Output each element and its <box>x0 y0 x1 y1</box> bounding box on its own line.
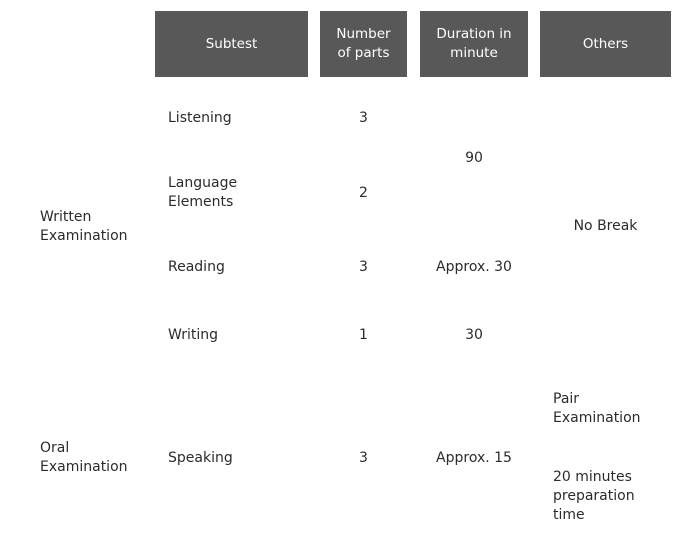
header-duration <box>420 11 528 77</box>
header-parts-line1: Number <box>336 26 391 42</box>
header-subtest <box>155 11 308 77</box>
header-subtest-label: Subtest <box>205 35 258 52</box>
subtest-language-line1: Language <box>168 175 238 191</box>
section-oral-line1: Oral <box>40 440 70 456</box>
subtest-speaking: Speaking <box>168 450 233 466</box>
subtest-listening: Listening <box>168 110 232 126</box>
duration-listening-language: 90 <box>465 150 483 166</box>
parts-reading: 3 <box>359 259 368 275</box>
header-others-label: Others <box>582 35 629 52</box>
duration-speaking: Approx. 15 <box>436 450 512 466</box>
section-written <box>40 208 128 246</box>
others-oral-pair <box>553 390 641 428</box>
others-oral-pair-line2: Examination <box>553 410 641 426</box>
parts-listening: 3 <box>359 110 368 126</box>
section-oral <box>40 439 128 477</box>
duration-reading: Approx. 30 <box>436 259 512 275</box>
parts-speaking: 3 <box>359 450 368 466</box>
section-oral-line2: Examination <box>40 459 128 475</box>
subtest-reading: Reading <box>168 259 225 275</box>
others-oral-pair-line1: Pair <box>553 391 580 407</box>
header-others <box>540 11 671 77</box>
section-written-line2: Examination <box>40 228 128 244</box>
parts-writing: 1 <box>359 327 368 343</box>
duration-writing: 30 <box>465 327 483 343</box>
others-oral-prep-line2: preparation <box>553 488 635 504</box>
others-written: No Break <box>573 218 638 234</box>
subtest-language-elements <box>168 174 237 212</box>
parts-language-elements: 2 <box>359 185 368 201</box>
others-oral-prep-line3: time <box>553 507 585 523</box>
header-duration-line1: Duration in <box>436 26 512 42</box>
section-written-line1: Written <box>40 209 92 225</box>
others-oral-prep <box>553 468 635 525</box>
header-duration-line2: minute <box>450 45 498 61</box>
others-oral-prep-line1: 20 minutes <box>553 469 632 485</box>
header-parts <box>320 11 407 77</box>
subtest-language-line2: Elements <box>168 194 234 210</box>
subtest-writing: Writing <box>168 327 218 343</box>
header-parts-line2: of parts <box>337 45 390 61</box>
